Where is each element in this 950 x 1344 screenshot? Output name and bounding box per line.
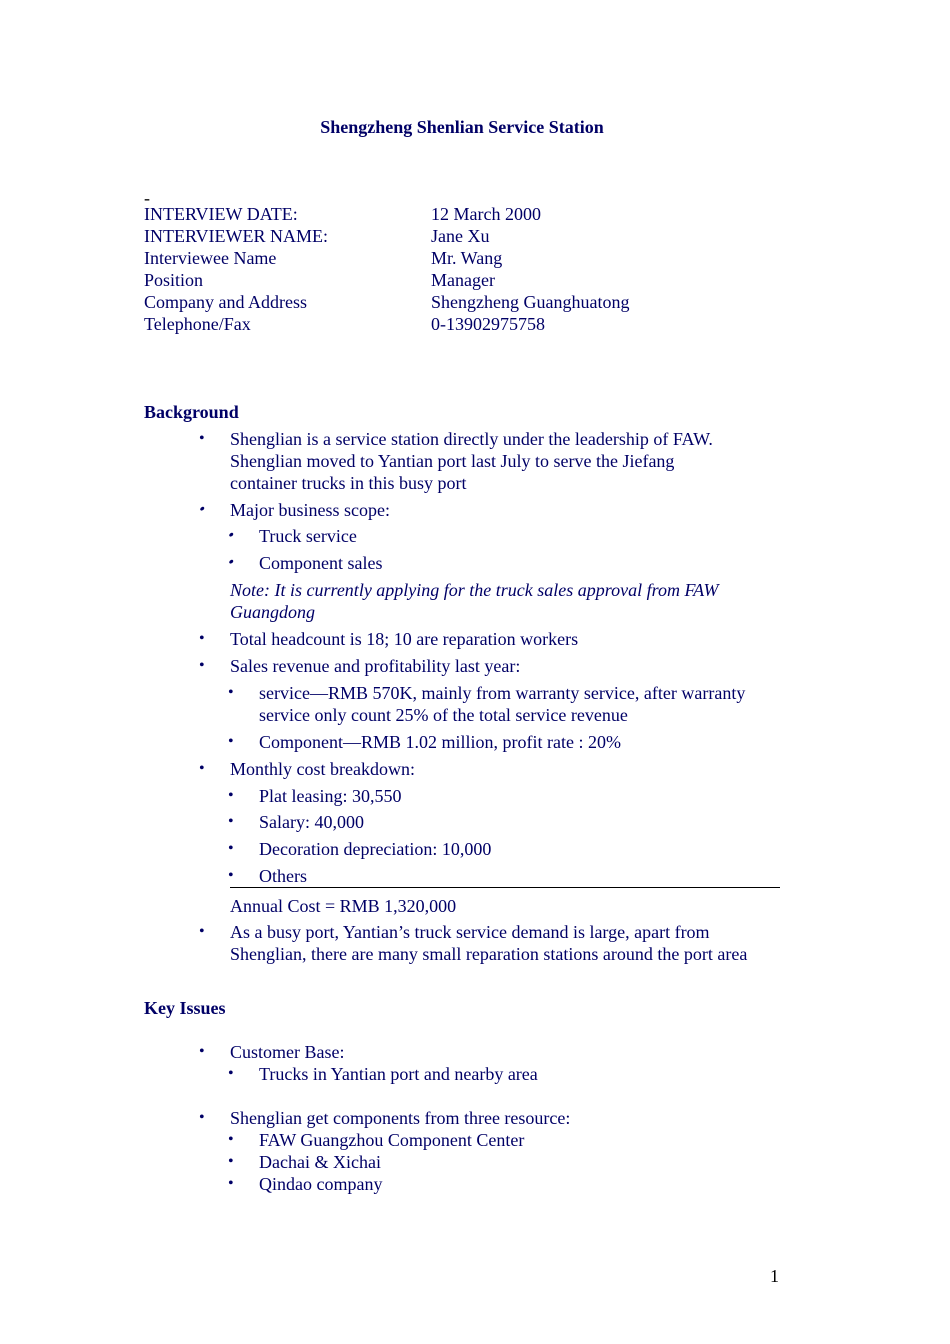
sources-label: Shenglian get components from three resource: [230, 1108, 571, 1128]
customer-item: Trucks in Yantian port and nearby area [259, 1064, 538, 1084]
bullet-icon: • [228, 840, 234, 857]
bullet-icon: • [228, 733, 234, 750]
stray-mark: - [144, 188, 150, 208]
bullet-icon: • [199, 657, 205, 674]
bullet-icon: • [225, 554, 237, 571]
intro-line: Shenglian is a service station directly under the leadership of FAW. [230, 429, 713, 449]
intro-line: container trucks in this busy port [230, 473, 467, 493]
bullet-icon: • [199, 430, 205, 447]
revenue-service-line: service—RMB 570K, mainly from warranty service, after warranty [259, 683, 746, 703]
bullet-icon: • [228, 1153, 234, 1170]
scope-item: Truck service [259, 526, 357, 546]
demand-line: As a busy port, Yantian’s truck service demand is large, apart from [230, 922, 710, 942]
interview-date-value: 12 March 2000 [431, 204, 541, 224]
interviewer-name-value: Jane Xu [431, 226, 490, 246]
key-issues-heading: Key Issues [144, 998, 226, 1018]
revenue-label: Sales revenue and profitability last year: [230, 656, 521, 676]
position-value: Manager [431, 270, 495, 290]
company-label: Company and Address [144, 292, 307, 312]
cost-label: Monthly cost breakdown: [230, 759, 415, 779]
bullet-icon: • [228, 813, 234, 830]
interviewer-name-label: INTERVIEWER NAME: [144, 226, 329, 246]
interviewee-name-value: Mr. Wang [431, 248, 503, 268]
headcount-text: Total headcount is 18; 10 are reparation workers [230, 629, 579, 649]
cost-item: Salary: 40,000 [259, 812, 364, 832]
revenue-service-line: service only count 25% of the total service revenue [259, 705, 628, 725]
bullet-icon: • [199, 923, 205, 940]
bullet-icon: • [199, 630, 205, 647]
bullet-icon: • [199, 760, 205, 777]
scope-note-line: Guangdong [230, 602, 315, 622]
bullet-icon: • [225, 527, 237, 544]
intro-line: Shenglian moved to Yantian port last July to serve the Jiefang [230, 451, 675, 471]
bullet-icon: • [228, 867, 234, 884]
interviewee-name-label: Interviewee Name [144, 248, 277, 268]
company-value: Shengzheng Guanghuatong [431, 292, 630, 312]
source-item: Qindao company [259, 1174, 383, 1194]
cost-item: Plat leasing: 30,550 [259, 786, 402, 806]
telephone-label: Telephone/Fax [144, 314, 251, 334]
bullet-icon: • [199, 1043, 205, 1060]
scope-label: Major business scope: [230, 500, 390, 520]
scope-item: Component sales [259, 553, 383, 573]
customer-base-label: Customer Base: [230, 1042, 345, 1062]
bullet-icon: • [228, 787, 234, 804]
source-item: Dachai & Xichai [259, 1152, 381, 1172]
cost-item: Others [259, 866, 307, 886]
bullet-icon: • [228, 1131, 234, 1148]
bullet-icon: • [228, 684, 234, 701]
bullet-icon: • [199, 1109, 205, 1126]
background-heading: Background [144, 402, 239, 422]
revenue-component: Component—RMB 1.02 million, profit rate : 20% [259, 732, 621, 752]
demand-line: Shenglian, there are many small reparation stations around the port area [230, 944, 748, 964]
bullet-icon: • [228, 1065, 234, 1082]
annual-cost: Annual Cost = RMB 1,320,000 [230, 896, 457, 916]
scope-note-line: Note: It is currently applying for the truck sales approval from FAW [230, 580, 719, 600]
telephone-value: 0-13902975758 [431, 314, 545, 334]
source-item: FAW Guangzhou Component Center [259, 1130, 525, 1150]
sum-rule [230, 887, 780, 888]
interview-date-label: INTERVIEW DATE: [144, 204, 298, 224]
position-label: Position [144, 270, 204, 290]
document-title: Shengzheng Shenlian Service Station [320, 117, 604, 137]
bullet-icon: • [196, 501, 208, 518]
bullet-icon: • [228, 1175, 234, 1192]
cost-item: Decoration depreciation: 10,000 [259, 839, 492, 859]
page-number: 1 [770, 1266, 779, 1286]
